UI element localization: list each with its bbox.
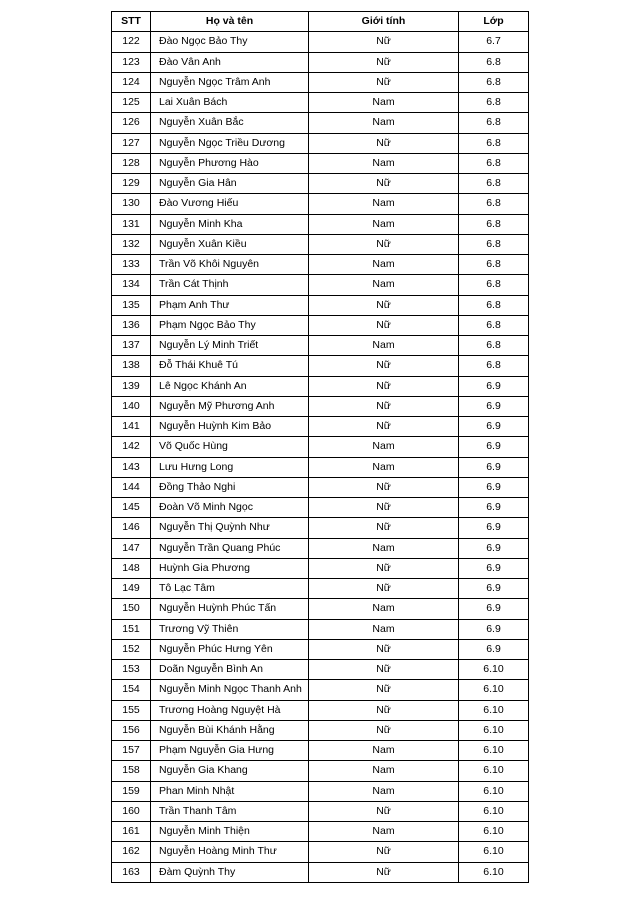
student-table [111, 11, 529, 883]
table-row [112, 255, 529, 275]
row-gender: Nữ [309, 660, 459, 680]
row-gender: Nữ [309, 498, 459, 518]
row-gender: Nữ [309, 174, 459, 194]
row-gender: Nữ [309, 801, 459, 821]
table-row [112, 295, 529, 315]
row-class: 6.10 [459, 660, 529, 680]
row-stt: 150 [112, 599, 151, 619]
row-stt: 155 [112, 700, 151, 720]
row-class: 6.8 [459, 93, 529, 113]
table-row [112, 336, 529, 356]
table-row [112, 396, 529, 416]
table-row [112, 538, 529, 558]
header-class: Lớp [459, 12, 529, 32]
row-stt: 160 [112, 801, 151, 821]
row-name: Nguyễn Minh Thiện [151, 822, 309, 842]
row-gender: Nữ [309, 396, 459, 416]
table-row [112, 315, 529, 335]
row-gender: Nữ [309, 680, 459, 700]
row-gender: Nữ [309, 32, 459, 52]
row-stt: 153 [112, 660, 151, 680]
row-stt: 133 [112, 255, 151, 275]
row-gender: Nữ [309, 315, 459, 335]
row-name: Nguyễn Huỳnh Kim Bảo [151, 417, 309, 437]
row-class: 6.8 [459, 153, 529, 173]
row-stt: 141 [112, 417, 151, 437]
row-name: Phan Minh Nhật [151, 781, 309, 801]
row-class: 6.9 [459, 396, 529, 416]
row-stt: 162 [112, 842, 151, 862]
table-row [112, 680, 529, 700]
row-gender: Nữ [309, 417, 459, 437]
row-class: 6.9 [459, 639, 529, 659]
row-gender: Nam [309, 194, 459, 214]
row-class: 6.8 [459, 295, 529, 315]
row-name: Lưu Hưng Long [151, 457, 309, 477]
row-stt: 127 [112, 133, 151, 153]
row-class: 6.10 [459, 842, 529, 862]
row-class: 6.9 [459, 579, 529, 599]
row-stt: 130 [112, 194, 151, 214]
row-name: Phạm Ngọc Bảo Thy [151, 315, 309, 335]
row-name: Nguyễn Ngọc Triều Dương [151, 133, 309, 153]
row-stt: 159 [112, 781, 151, 801]
row-gender: Nữ [309, 720, 459, 740]
table-row [112, 93, 529, 113]
header-gender: Giới tính [309, 12, 459, 32]
row-class: 6.8 [459, 336, 529, 356]
row-stt: 129 [112, 174, 151, 194]
table-row [112, 234, 529, 254]
row-name: Doãn Nguyễn Bình An [151, 660, 309, 680]
table-row [112, 579, 529, 599]
row-gender: Nữ [309, 72, 459, 92]
row-name: Đoàn Võ Minh Ngọc [151, 498, 309, 518]
row-name: Nguyễn Thị Quỳnh Như [151, 518, 309, 538]
table-row [112, 275, 529, 295]
row-name: Đào Vân Anh [151, 52, 309, 72]
row-gender: Nam [309, 538, 459, 558]
row-name: Đỗ Thái Khuê Tú [151, 356, 309, 376]
row-stt: 139 [112, 376, 151, 396]
table-row [112, 801, 529, 821]
row-name: Trương Hoàng Nguyệt Hà [151, 700, 309, 720]
row-class: 6.10 [459, 700, 529, 720]
row-class: 6.8 [459, 72, 529, 92]
table-row [112, 862, 529, 882]
row-stt: 134 [112, 275, 151, 295]
row-class: 6.8 [459, 174, 529, 194]
table-row [112, 498, 529, 518]
row-stt: 147 [112, 538, 151, 558]
table-row [112, 781, 529, 801]
row-name: Trần Cát Thịnh [151, 275, 309, 295]
row-name: Lê Ngọc Khánh An [151, 376, 309, 396]
row-name: Nguyễn Mỹ Phương Anh [151, 396, 309, 416]
row-stt: 140 [112, 396, 151, 416]
row-class: 6.10 [459, 862, 529, 882]
row-class: 6.10 [459, 822, 529, 842]
row-gender: Nữ [309, 862, 459, 882]
table-row [112, 619, 529, 639]
row-class: 6.9 [459, 417, 529, 437]
row-class: 6.10 [459, 720, 529, 740]
row-stt: 136 [112, 315, 151, 335]
table-row [112, 174, 529, 194]
table-row [112, 842, 529, 862]
row-stt: 157 [112, 741, 151, 761]
row-class: 6.8 [459, 52, 529, 72]
row-class: 6.9 [459, 518, 529, 538]
row-stt: 152 [112, 639, 151, 659]
row-gender: Nữ [309, 295, 459, 315]
row-class: 6.8 [459, 275, 529, 295]
table-row [112, 639, 529, 659]
row-stt: 135 [112, 295, 151, 315]
row-stt: 145 [112, 498, 151, 518]
row-class: 6.10 [459, 761, 529, 781]
table-row [112, 72, 529, 92]
row-gender: Nam [309, 113, 459, 133]
row-gender: Nam [309, 214, 459, 234]
row-gender: Nữ [309, 558, 459, 578]
row-stt: 156 [112, 720, 151, 740]
table-row [112, 477, 529, 497]
row-name: Trương Vỹ Thiên [151, 619, 309, 639]
row-gender: Nữ [309, 700, 459, 720]
row-class: 6.9 [459, 437, 529, 457]
row-gender: Nam [309, 761, 459, 781]
row-stt: 125 [112, 93, 151, 113]
row-gender: Nam [309, 599, 459, 619]
row-stt: 132 [112, 234, 151, 254]
row-name: Đào Ngọc Bảo Thy [151, 32, 309, 52]
row-stt: 149 [112, 579, 151, 599]
header-name: Họ và tên [151, 12, 309, 32]
row-class: 6.8 [459, 255, 529, 275]
table-row [112, 356, 529, 376]
table-row [112, 558, 529, 578]
table-row [112, 153, 529, 173]
row-name: Phạm Anh Thư [151, 295, 309, 315]
row-name: Phạm Nguyễn Gia Hưng [151, 741, 309, 761]
table-row [112, 518, 529, 538]
table-row [112, 113, 529, 133]
row-name: Nguyễn Minh Ngọc Thanh Anh [151, 680, 309, 700]
table-row [112, 457, 529, 477]
table-row [112, 376, 529, 396]
table-row [112, 599, 529, 619]
row-stt: 124 [112, 72, 151, 92]
row-gender: Nam [309, 275, 459, 295]
row-name: Nguyễn Phúc Hưng Yên [151, 639, 309, 659]
row-stt: 163 [112, 862, 151, 882]
row-name: Nguyễn Xuân Bắc [151, 113, 309, 133]
row-stt: 122 [112, 32, 151, 52]
row-stt: 158 [112, 761, 151, 781]
row-class: 6.9 [459, 538, 529, 558]
row-name: Nguyễn Phương Hào [151, 153, 309, 173]
row-gender: Nam [309, 741, 459, 761]
table-row [112, 741, 529, 761]
row-class: 6.7 [459, 32, 529, 52]
row-name: Trần Thanh Tâm [151, 801, 309, 821]
row-gender: Nam [309, 336, 459, 356]
row-class: 6.8 [459, 214, 529, 234]
row-name: Nguyễn Trần Quang Phúc [151, 538, 309, 558]
row-name: Võ Quốc Hùng [151, 437, 309, 457]
row-stt: 142 [112, 437, 151, 457]
row-class: 6.9 [459, 477, 529, 497]
row-name: Nguyễn Minh Kha [151, 214, 309, 234]
row-class: 6.10 [459, 801, 529, 821]
row-name: Nguyễn Hoàng Minh Thư [151, 842, 309, 862]
row-gender: Nam [309, 255, 459, 275]
table-row [112, 761, 529, 781]
row-name: Đàm Quỳnh Thy [151, 862, 309, 882]
row-class: 6.9 [459, 498, 529, 518]
row-gender: Nữ [309, 518, 459, 538]
row-gender: Nam [309, 93, 459, 113]
header-stt: STT [112, 12, 151, 32]
row-class: 6.8 [459, 113, 529, 133]
row-name: Đào Vương Hiếu [151, 194, 309, 214]
row-gender: Nam [309, 457, 459, 477]
row-gender: Nữ [309, 133, 459, 153]
row-stt: 154 [112, 680, 151, 700]
row-stt: 144 [112, 477, 151, 497]
table-row [112, 822, 529, 842]
row-class: 6.9 [459, 558, 529, 578]
row-stt: 146 [112, 518, 151, 538]
table-row [112, 417, 529, 437]
table-row [112, 700, 529, 720]
row-stt: 128 [112, 153, 151, 173]
row-stt: 148 [112, 558, 151, 578]
row-stt: 143 [112, 457, 151, 477]
row-class: 6.10 [459, 680, 529, 700]
row-class: 6.8 [459, 133, 529, 153]
row-class: 6.9 [459, 376, 529, 396]
table-row [112, 214, 529, 234]
header-row [112, 12, 529, 32]
row-class: 6.8 [459, 356, 529, 376]
row-stt: 126 [112, 113, 151, 133]
row-stt: 123 [112, 52, 151, 72]
row-name: Nguyễn Bùi Khánh Hằng [151, 720, 309, 740]
row-gender: Nam [309, 619, 459, 639]
row-stt: 138 [112, 356, 151, 376]
row-name: Nguyễn Huỳnh Phúc Tấn [151, 599, 309, 619]
table-body [112, 32, 529, 883]
row-gender: Nữ [309, 579, 459, 599]
table-row [112, 133, 529, 153]
row-gender: Nữ [309, 52, 459, 72]
row-gender: Nữ [309, 376, 459, 396]
row-gender: Nam [309, 437, 459, 457]
row-gender: Nữ [309, 477, 459, 497]
table-row [112, 660, 529, 680]
row-class: 6.10 [459, 781, 529, 801]
row-name: Huỳnh Gia Phương [151, 558, 309, 578]
table-row [112, 720, 529, 740]
row-stt: 131 [112, 214, 151, 234]
row-stt: 151 [112, 619, 151, 639]
row-class: 6.9 [459, 599, 529, 619]
row-name: Nguyễn Ngọc Trâm Anh [151, 72, 309, 92]
row-gender: Nữ [309, 356, 459, 376]
row-gender: Nam [309, 781, 459, 801]
row-gender: Nữ [309, 842, 459, 862]
row-class: 6.9 [459, 457, 529, 477]
table-row [112, 32, 529, 52]
row-name: Nguyễn Gia Hân [151, 174, 309, 194]
row-name: Nguyễn Xuân Kiều [151, 234, 309, 254]
row-gender: Nữ [309, 639, 459, 659]
row-gender: Nam [309, 822, 459, 842]
row-class: 6.8 [459, 234, 529, 254]
row-stt: 161 [112, 822, 151, 842]
row-class: 6.8 [459, 194, 529, 214]
table-row [112, 52, 529, 72]
row-name: Nguyễn Lý Minh Triết [151, 336, 309, 356]
row-gender: Nam [309, 153, 459, 173]
row-class: 6.8 [459, 315, 529, 335]
row-name: Đồng Thảo Nghi [151, 477, 309, 497]
table-row [112, 194, 529, 214]
row-gender: Nữ [309, 234, 459, 254]
row-name: Nguyễn Gia Khang [151, 761, 309, 781]
row-class: 6.10 [459, 741, 529, 761]
row-name: Trần Võ Khôi Nguyên [151, 255, 309, 275]
table-row [112, 437, 529, 457]
row-stt: 137 [112, 336, 151, 356]
row-class: 6.9 [459, 619, 529, 639]
row-name: Lai Xuân Bách [151, 93, 309, 113]
row-name: Tô Lạc Tâm [151, 579, 309, 599]
